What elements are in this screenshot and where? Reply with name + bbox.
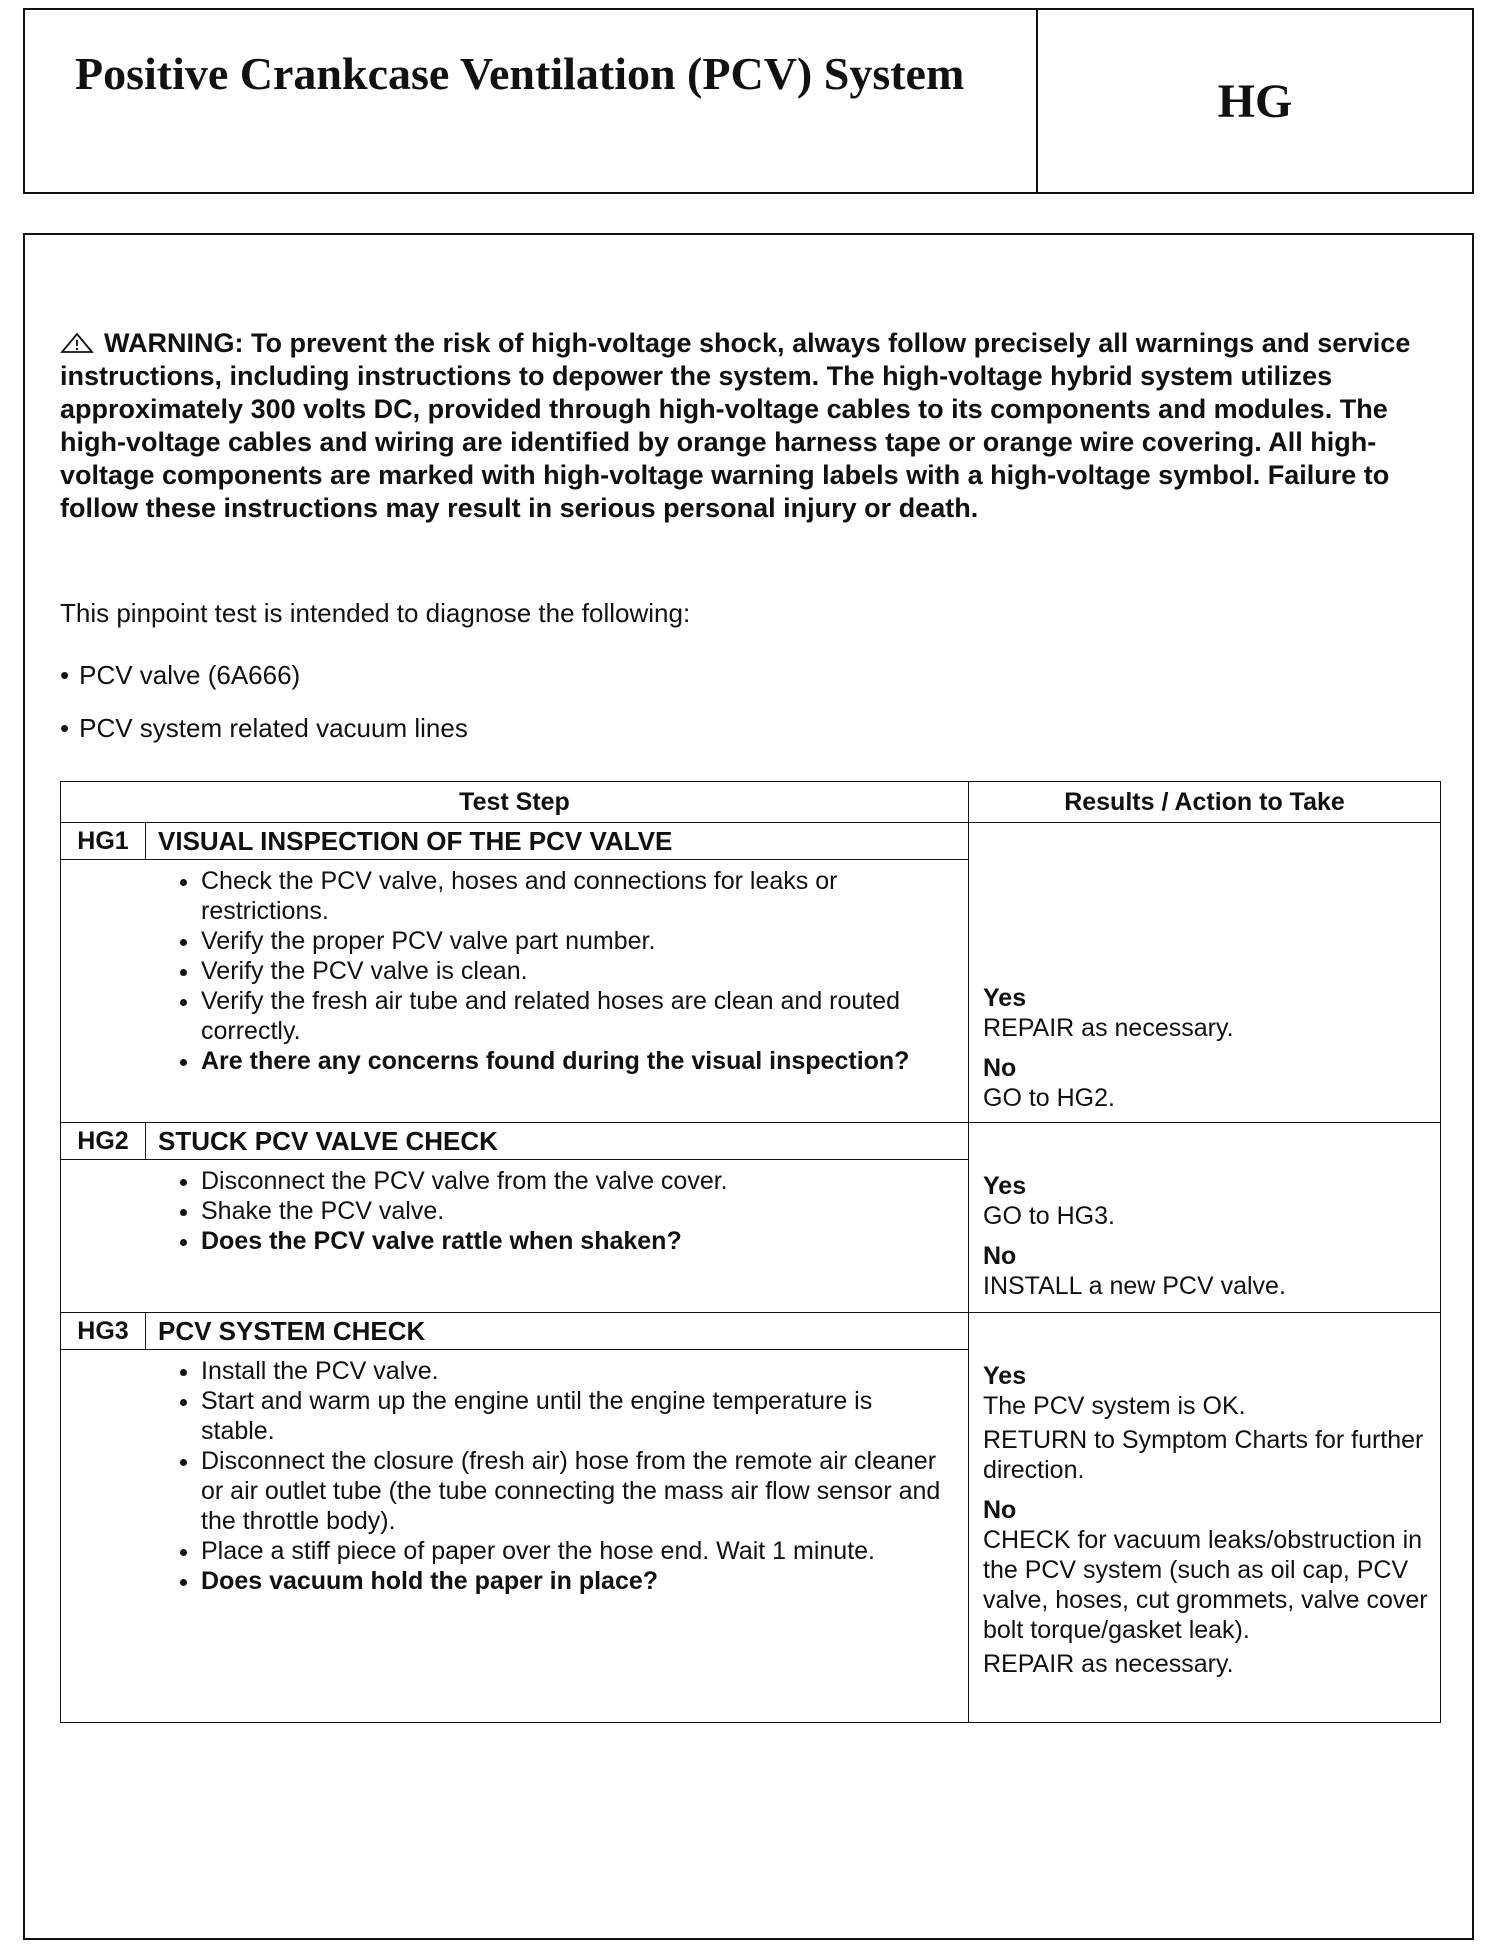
test-step-cell <box>61 1123 969 1313</box>
table-row <box>61 1313 1441 1723</box>
no-text: GO to HG2. <box>983 1084 1115 1112</box>
warning-notice <box>60 327 1460 525</box>
step-header <box>61 823 968 860</box>
step-item: • Are there any concerns found during the visual inspection? <box>201 1046 948 1076</box>
step-item: • Does vacuum hold the paper in place? <box>201 1566 948 1596</box>
table-header-row <box>61 782 1441 823</box>
action-cell <box>969 1123 1441 1313</box>
step-item: • Does the PCV valve rattle when shaken? <box>201 1226 948 1256</box>
action-cell <box>969 823 1441 1123</box>
scope-item: • PCV valve (6A666) <box>60 660 301 690</box>
step-header <box>61 1313 968 1350</box>
yes-text: The PCV system is OK. <box>983 1392 1246 1420</box>
header-box <box>23 8 1474 194</box>
step-item: • Verify the proper PCV valve part number. <box>201 926 948 956</box>
test-step-cell <box>61 1313 969 1723</box>
step-title: STUCK PCV VALVE CHECK <box>158 1125 498 1156</box>
step-item: • Install the PCV valve. <box>201 1356 948 1386</box>
yes-text: REPAIR as necessary. <box>983 1014 1234 1042</box>
step-item: • Disconnect the closure (fresh air) hose from the remote air cleaner or air outlet tube (the tube connecting the mass air flow sensor and the throttle body). <box>201 1446 948 1536</box>
step-item: • Verify the fresh air tube and related hoses are clean and routed correctly. <box>201 986 948 1046</box>
test-step-cell <box>61 823 969 1123</box>
section-code: HG <box>1217 74 1293 128</box>
col-header-results: Results / Action to Take <box>969 782 1441 823</box>
no-label: No <box>983 1496 1017 1524</box>
warning-text: WARNING: To prevent the risk of high-voltage shock, always follow precisely all warnings and service instructions, including instructions to depower the system. The high-voltage hybrid system utilizes approximately 300 volts DC, provided through high-voltage cables to its components and modules. The high-voltage cables and wiring are identified by orange harness tape or orange wire covering. All high-voltage components are marked with high-voltage warning labels with a high-voltage symbol. Failure to follow these instructions may result in serious personal injury or death. <box>60 328 1411 523</box>
no-label: No <box>983 1054 1017 1082</box>
table-row <box>61 823 1441 1123</box>
warning-triangle-icon <box>60 332 94 354</box>
scope-item: • PCV system related vacuum lines <box>60 713 468 743</box>
yes-text: GO to HG3. <box>983 1202 1115 1230</box>
yes-label: Yes <box>983 1172 1027 1200</box>
step-item: • Verify the PCV valve is clean. <box>201 956 948 986</box>
step-title: VISUAL INSPECTION OF THE PCV VALVE <box>158 825 673 856</box>
title-cell <box>25 10 1038 192</box>
content-box <box>23 233 1474 1940</box>
col-header-test-step: Test Step <box>61 782 969 823</box>
step-list <box>61 1356 968 1596</box>
table-row <box>61 1123 1441 1313</box>
pinpoint-test-table <box>60 781 1441 1723</box>
step-item: • Check the PCV valve, hoses and connections for leaks or restrictions. <box>201 866 948 926</box>
intro-text: This pinpoint test is intended to diagnose the following: <box>60 598 691 628</box>
step-item: • Place a stiff piece of paper over the hose end. Wait 1 minute. <box>201 1536 948 1566</box>
step-id: HG3 <box>61 1313 146 1349</box>
steps-body <box>61 823 1441 1723</box>
page-title: Positive Crankcase Ventilation (PCV) System <box>75 48 965 99</box>
no-label: No <box>983 1242 1017 1270</box>
yes-label: Yes <box>983 984 1027 1012</box>
no-text: CHECK for vacuum leaks/obstruction in the PCV system (such as oil cap, PCV valve, hoses, cut grommets, valve cover bolt torque/gasket leak). <box>983 1526 1428 1644</box>
step-item: • Start and warm up the engine until the engine temperature is stable. <box>201 1386 948 1446</box>
step-item: • Shake the PCV valve. <box>201 1196 948 1226</box>
step-list <box>61 866 968 1076</box>
step-header <box>61 1123 968 1160</box>
step-id: HG2 <box>61 1123 146 1159</box>
step-id: HG1 <box>61 823 146 859</box>
no-text: REPAIR as necessary. <box>983 1650 1234 1678</box>
yes-label: Yes <box>983 1362 1027 1390</box>
yes-text: RETURN to Symptom Charts for further direction. <box>983 1426 1424 1484</box>
no-text: INSTALL a new PCV valve. <box>983 1272 1286 1300</box>
step-item: • Disconnect the PCV valve from the valve cover. <box>201 1166 948 1196</box>
step-list <box>61 1166 968 1256</box>
action-cell <box>969 1313 1441 1723</box>
step-title: PCV SYSTEM CHECK <box>158 1315 426 1346</box>
